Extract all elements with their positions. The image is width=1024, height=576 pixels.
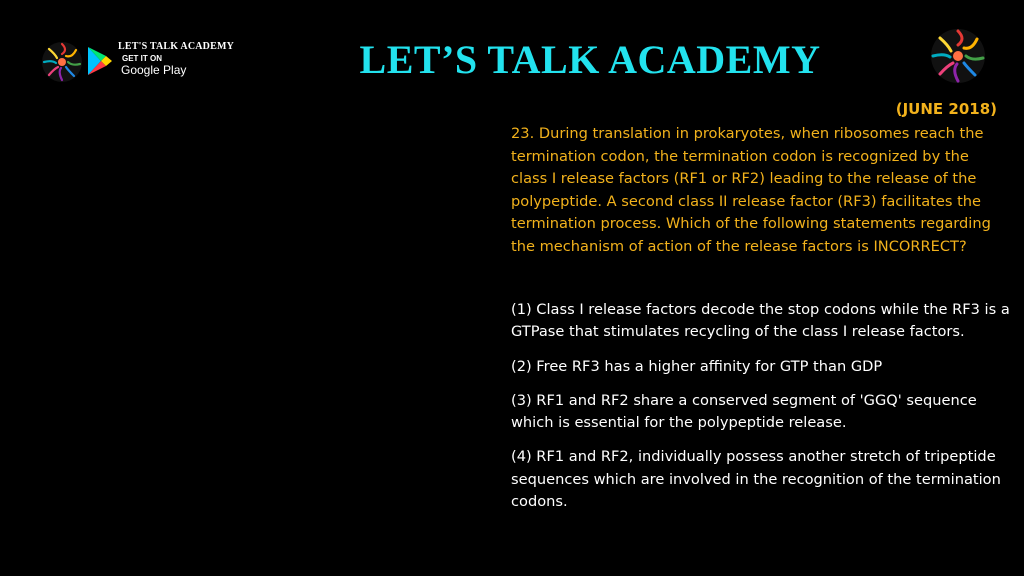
exam-year-tag: (JUNE 2018) [895, 100, 997, 118]
question-text: 23. During translation in prokaryotes, when ribosomes reach the termination codon, the termination codon is recognized by the class I release factors (RF1 or RF2) leading to the release of the polypeptide. A second class II release factor (RF3) facilitates the termination process. Which of the following statements regarding the mechanism of action of the release factors is INCORRECT? [511, 125, 991, 255]
app-badge-get-it-on[interactable]: GET IT ON [122, 54, 162, 63]
options-list [511, 299, 1011, 525]
option-1: (1) Class I release factors decode the stop codons while the RF3 is a GTPase that stimulates recycling of the class I release factors. [511, 301, 1010, 341]
google-play-icon[interactable] [87, 46, 113, 76]
page-title: LET’S TALK ACADEMY [359, 37, 821, 82]
academy-logo-icon [928, 26, 988, 86]
app-badge-brand[interactable]: LET'S TALK ACADEMY [118, 41, 235, 52]
option-3: (3) RF1 and RF2 share a conserved segment of 'GGQ' sequence which is essential for the polypeptide release. [511, 391, 977, 432]
app-badge-store-name[interactable]: Google Play [121, 63, 187, 77]
academy-logo-icon [40, 40, 84, 84]
option-4: (4) RF1 and RF2, individually possess another stretch of tripeptide sequences which are involved in the recognition of the termination codons. [511, 448, 1001, 511]
option-2: (2) Free RF3 has a higher affinity for GTP than GDP [511, 357, 883, 375]
